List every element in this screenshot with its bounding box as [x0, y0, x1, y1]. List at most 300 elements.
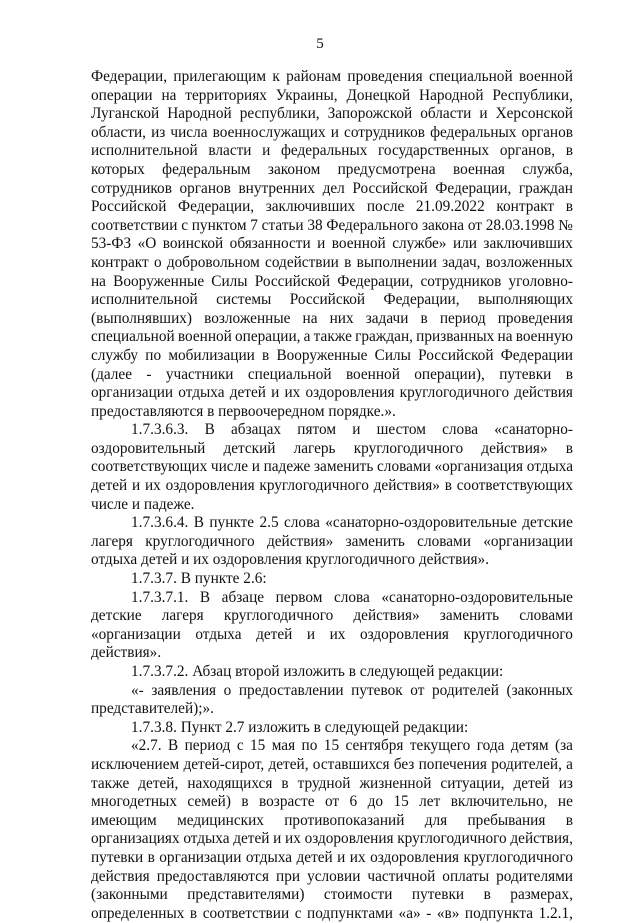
word: заменить — [313, 458, 374, 476]
word: соответствии — [202, 904, 290, 922]
word: из — [558, 774, 573, 792]
word: органов — [521, 123, 573, 141]
word: оздоровления — [165, 477, 255, 495]
word: круглогодичного — [223, 607, 334, 625]
word: военной — [177, 328, 232, 346]
text-line — [91, 868, 573, 887]
word: оставшихся — [312, 755, 390, 773]
word: с — [294, 904, 302, 922]
paragraph-p-1-7-3-6-3 — [91, 421, 573, 514]
text-line — [91, 737, 573, 756]
word: в — [420, 309, 428, 327]
word: Вооруженные — [276, 346, 368, 364]
word: детей — [91, 477, 128, 495]
paragraph-p-1-7-3-6-4 — [91, 514, 573, 570]
word: области, — [91, 123, 146, 141]
word: от — [410, 681, 425, 699]
word: при — [276, 867, 301, 885]
word: находящихся — [187, 774, 273, 792]
word: соответствии — [91, 216, 178, 234]
word: круглогодичного — [353, 439, 464, 457]
word: 21.09.2022 — [415, 198, 485, 216]
word: статьи — [261, 216, 304, 234]
word: заключивших — [483, 235, 573, 253]
word: исполнительной — [91, 291, 198, 309]
word: представителями) — [187, 886, 305, 904]
word: В — [193, 514, 204, 532]
text-line — [91, 105, 573, 124]
word: федеральным — [162, 160, 251, 178]
word: родителей — [431, 681, 499, 699]
word: на — [91, 272, 106, 290]
word: без — [393, 755, 415, 773]
word: отдыха — [183, 830, 230, 848]
word: их — [284, 384, 301, 402]
word: Республики, — [492, 86, 573, 104]
word: действия — [514, 384, 573, 402]
word: уголовно- — [508, 272, 573, 290]
word: Федерации, — [383, 291, 460, 309]
word: в — [344, 253, 352, 271]
word: действия — [91, 867, 150, 885]
word: граждан, — [355, 328, 413, 346]
text-line — [91, 273, 573, 292]
word: о — [153, 253, 162, 271]
word: словами — [417, 532, 471, 550]
word: Федерации, — [178, 198, 255, 216]
word: возрасте — [259, 793, 315, 811]
word: призванных — [416, 328, 495, 346]
word: условии — [307, 867, 361, 885]
word: путевки — [91, 848, 144, 866]
word: пятом — [297, 421, 337, 439]
word: лагерь — [293, 439, 336, 457]
paragraph-quote-2 — [91, 737, 573, 923]
word: «2.7. — [131, 737, 162, 755]
word: 15 — [323, 737, 340, 755]
word: власти — [208, 142, 252, 160]
word: круглогодичного — [145, 532, 255, 550]
word: и — [330, 123, 339, 141]
text-line-last: 1.7.3.7. В пункте 2.6: — [131, 570, 267, 588]
word: оздоровления — [305, 384, 395, 402]
word: контракт — [91, 253, 149, 271]
word: 15 — [393, 793, 409, 811]
word: сотрудников — [344, 123, 425, 141]
word: (далее — [91, 365, 133, 383]
word: в — [147, 848, 155, 866]
word: семей) — [187, 793, 231, 811]
word: 6 — [349, 793, 358, 811]
word: слова — [333, 588, 370, 606]
word: системы — [216, 291, 272, 309]
word: «в» — [436, 904, 460, 922]
word: них — [329, 309, 354, 327]
word: «санаторно-оздоровительные — [381, 588, 573, 606]
text-line — [91, 477, 573, 496]
word: период — [184, 737, 231, 755]
word: их — [349, 848, 366, 866]
word: путевки — [411, 886, 465, 904]
word: Вооруженные — [113, 272, 205, 290]
word: «организации — [483, 532, 573, 550]
word: на — [302, 309, 318, 327]
word: организации — [91, 384, 174, 402]
word: предоставляются — [156, 867, 270, 885]
word: 1.7.3.7.1. — [131, 588, 189, 606]
text-line — [91, 905, 573, 923]
paragraph-quote-1 — [91, 682, 573, 719]
word: круглогодичного — [259, 477, 369, 495]
word: обязанности — [229, 235, 311, 253]
word: проведения — [347, 68, 423, 85]
word: операции — [91, 86, 153, 104]
word: заменить — [439, 607, 500, 625]
word: прилегающим — [173, 68, 267, 85]
word: в — [565, 811, 573, 829]
word: территориях — [185, 86, 267, 104]
word: № — [558, 216, 573, 234]
text-line — [91, 347, 573, 366]
paragraph-p-1-7-3-8 — [91, 719, 573, 738]
word: В — [199, 588, 211, 606]
word: соответствующих — [91, 458, 208, 476]
word: пребывания — [467, 811, 546, 829]
word: в — [565, 198, 573, 216]
text-line — [91, 458, 573, 477]
word: по — [145, 346, 162, 364]
word: стоимости — [323, 886, 393, 904]
word: «О — [137, 235, 157, 253]
word: закона — [421, 216, 465, 234]
word: граждан — [518, 179, 573, 197]
word: на — [497, 328, 513, 346]
word: добровольном — [166, 253, 260, 271]
word: 38 — [307, 216, 323, 234]
word: Луганской — [91, 105, 160, 123]
word: проведения — [497, 309, 573, 327]
word: В — [168, 737, 179, 755]
word: отдыха — [178, 384, 225, 402]
word: противопоказаний — [284, 811, 405, 829]
word: детей, — [138, 774, 179, 792]
word: Народной — [167, 105, 232, 123]
word: и — [132, 477, 141, 495]
word: и — [479, 105, 488, 123]
text-line — [91, 626, 573, 645]
word: в — [281, 774, 289, 792]
word: Силы — [211, 272, 248, 290]
paragraph-p-1-7-3-7-2 — [91, 663, 573, 682]
word: включительно, — [450, 793, 548, 811]
word: возложенные — [204, 309, 291, 327]
word: в — [262, 346, 270, 364]
word: заменить — [345, 532, 405, 550]
text-line — [91, 161, 573, 180]
word: в — [483, 886, 491, 904]
word: для — [424, 811, 448, 829]
word: которых — [91, 160, 145, 178]
word: организации — [159, 848, 242, 866]
word: Федерации — [500, 346, 573, 364]
text-line — [91, 328, 573, 347]
word: военная — [453, 160, 505, 178]
word: задач, — [442, 253, 481, 271]
text-line — [91, 366, 573, 385]
word: а — [303, 328, 311, 346]
word: и — [306, 625, 316, 643]
word: участники — [165, 365, 234, 383]
word: текущего — [409, 737, 471, 755]
word: внутренних — [238, 179, 316, 197]
paragraph-p-1-7-3-7 — [91, 570, 573, 589]
word: не — [557, 793, 573, 811]
text-line — [91, 589, 573, 608]
word: с — [236, 737, 244, 755]
word: ситуации, — [440, 774, 505, 792]
word: мая — [271, 737, 296, 755]
word: детские — [91, 607, 142, 625]
word: имеющим — [91, 811, 157, 829]
text-line — [91, 775, 573, 794]
word: детей-сирот, — [183, 755, 265, 773]
word: пунктом — [191, 216, 247, 234]
word: специальной — [91, 328, 175, 346]
word: сотрудников — [420, 272, 502, 290]
word: их — [285, 830, 301, 848]
word: словами — [519, 607, 573, 625]
word: числе — [210, 458, 249, 476]
word: - — [146, 365, 152, 383]
word: их — [144, 477, 161, 495]
word: 28.03.1998 — [485, 216, 555, 234]
word: а — [566, 755, 573, 773]
word: путевок — [351, 681, 403, 699]
text-line — [91, 291, 573, 310]
text-line — [91, 830, 573, 849]
word: абзацах — [231, 421, 282, 439]
word: службе» — [392, 235, 447, 253]
word: и — [352, 421, 361, 439]
word: Российской — [352, 179, 428, 197]
word: содействии — [265, 253, 339, 271]
word: соответствующих — [456, 477, 573, 495]
word: Федерации, — [435, 179, 512, 197]
word: службу — [91, 346, 139, 364]
word: на — [161, 86, 177, 104]
word: родителей, — [491, 755, 562, 773]
text-line-last: числе и падеже. — [91, 495, 195, 513]
word: 15 — [250, 737, 266, 755]
word: «организация — [434, 458, 524, 476]
word: органов, — [499, 142, 556, 160]
word: республики, — [239, 105, 320, 123]
word: (за — [555, 737, 573, 755]
word: Российской — [254, 272, 331, 290]
word: слова — [442, 421, 479, 439]
text-line — [91, 142, 573, 161]
word: к — [272, 68, 280, 85]
word: военной — [519, 68, 573, 85]
text-line-last: 1.7.3.8. Пункт 2.7 изложить в следующей редакции: — [131, 718, 469, 736]
word: возложенных — [485, 253, 573, 271]
word: военной — [331, 235, 386, 253]
word: Запорожской — [327, 105, 413, 123]
word: дел — [322, 179, 345, 197]
word: и — [273, 830, 282, 848]
word: организациях — [91, 830, 180, 848]
word: частичной — [367, 867, 436, 885]
word: также — [313, 328, 352, 346]
word: детей — [256, 625, 293, 643]
word: предоставлении — [238, 681, 344, 699]
word: шестом — [376, 421, 426, 439]
word: попечения — [418, 755, 487, 773]
word: круглогодичного — [397, 830, 507, 848]
text-line — [91, 310, 573, 329]
word: отдыха — [526, 458, 573, 476]
word: военнослужащих — [212, 123, 326, 141]
word: и — [251, 458, 260, 476]
text-line — [91, 384, 573, 403]
word: воинской — [162, 235, 224, 253]
word: абзаце — [221, 588, 265, 606]
word: круглогодичного — [399, 384, 510, 402]
word: жизненной — [359, 774, 432, 792]
word: до — [367, 793, 384, 811]
word: специальной — [428, 68, 513, 85]
word: круглогодичного — [463, 848, 573, 866]
word: трудной — [297, 774, 351, 792]
word: в — [189, 904, 198, 922]
word: слова — [284, 514, 320, 532]
text-line — [91, 180, 573, 199]
text-line — [91, 886, 573, 905]
text-line-last: предоставляются в первоочередном порядке.». — [91, 402, 396, 420]
word: определенных — [91, 904, 185, 922]
word: также — [91, 774, 130, 792]
text-line — [91, 849, 573, 868]
word: исключением — [91, 755, 180, 773]
text-line — [91, 812, 573, 831]
text-line-last: отдыха детей и их оздоровления круглогодичного действия». — [91, 551, 490, 569]
word: детей, — [268, 755, 309, 773]
word: или — [452, 235, 477, 253]
word: детские — [522, 514, 573, 532]
word: 7 — [250, 216, 258, 234]
word: от — [467, 216, 482, 234]
word: в — [565, 439, 573, 457]
word: предусмотрена — [337, 160, 436, 178]
word: с — [181, 216, 188, 234]
word: «организации — [91, 625, 181, 643]
word: словами — [377, 458, 431, 476]
word: военную — [515, 328, 573, 346]
word: родителями — [496, 867, 573, 885]
word: (выполнявших) — [91, 309, 193, 327]
text-line — [91, 198, 573, 217]
word: Федерации, — [337, 272, 414, 290]
word: федеральных — [281, 142, 368, 160]
word: области — [420, 105, 472, 123]
word: от — [324, 793, 340, 811]
word: их — [329, 625, 346, 643]
text-line — [91, 533, 573, 552]
word: в — [565, 142, 573, 160]
word: заключивших — [265, 198, 356, 216]
word: 1.7.3.6.4. — [131, 514, 189, 532]
text-line — [91, 124, 573, 143]
text-line — [91, 217, 573, 236]
word: в — [444, 477, 452, 495]
word: по — [301, 737, 318, 755]
word: лагеря — [91, 532, 133, 550]
word: выполняющих — [477, 291, 573, 309]
word: операции, — [235, 328, 301, 346]
word: служба, — [522, 160, 573, 178]
word: «санаторно- — [494, 421, 573, 439]
word: оздоровления — [370, 848, 460, 866]
word: действия» — [353, 607, 420, 625]
word: 1.2.1, — [538, 904, 573, 922]
word: действия» — [266, 532, 334, 550]
word: отдыха — [195, 625, 242, 643]
word: Федерального — [326, 216, 419, 234]
word: Украины, — [275, 86, 338, 104]
word: законом — [267, 160, 321, 178]
word: оплаты — [442, 867, 490, 885]
word: падеже — [263, 458, 311, 476]
word: круглогодичного — [463, 625, 573, 643]
word: «- — [131, 681, 144, 699]
word: и — [262, 142, 271, 160]
word: после — [366, 198, 405, 216]
word: отдыха — [245, 848, 293, 866]
word: детский — [223, 439, 276, 457]
word: лет — [419, 793, 441, 811]
word: и — [271, 384, 280, 402]
text-line — [91, 607, 573, 626]
text-line — [91, 440, 573, 459]
word: о — [223, 681, 232, 699]
word: (законных — [506, 681, 573, 699]
word: исполнительной — [91, 142, 198, 160]
word: действия» — [481, 439, 548, 457]
word: в — [241, 793, 249, 811]
word: сотрудников — [91, 179, 172, 197]
word: Российской — [418, 346, 494, 364]
word: - — [426, 904, 432, 922]
word: многодетных — [91, 793, 177, 811]
word: Херсонской — [495, 105, 573, 123]
word: заявления — [151, 681, 217, 699]
document-body — [91, 68, 573, 923]
word: Силы — [374, 346, 411, 364]
word: специальной — [247, 365, 332, 383]
text-line — [91, 682, 573, 701]
word: детей — [296, 848, 333, 866]
text-line — [91, 793, 573, 812]
word: года — [476, 737, 505, 755]
text-line-last: 1.7.3.7.2. Абзац второй изложить в следующей редакции: — [131, 663, 504, 680]
word: подпунктами — [307, 904, 393, 922]
word: задачи — [365, 309, 409, 327]
word: военной — [345, 365, 400, 383]
word: детей — [229, 384, 266, 402]
paragraph-p-1-7-3-7-1 — [91, 589, 573, 663]
word: числа — [170, 123, 208, 141]
word: и — [337, 848, 346, 866]
